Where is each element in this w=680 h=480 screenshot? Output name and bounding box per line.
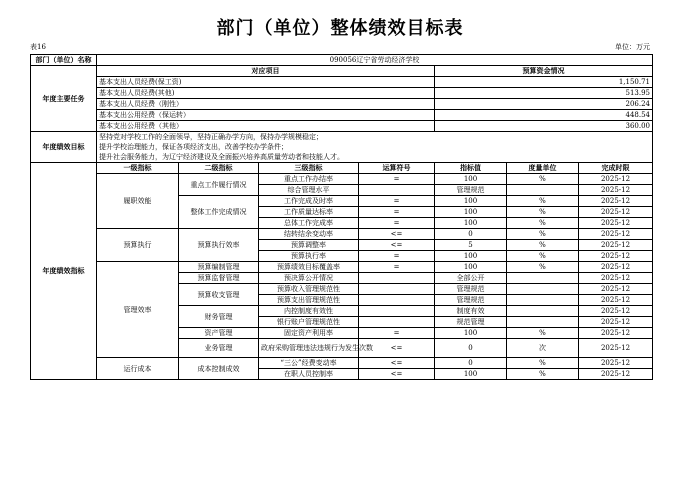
measure-unit [507,284,579,295]
level2-indicator: 财务管理 [179,306,259,328]
deadline: 2025-12 [579,196,653,207]
dept-row [31,55,653,66]
indicator-value: 制度有效 [435,306,507,317]
task-header-budget: 预算资金情况 [435,66,653,77]
task-amount: 206.24 [435,99,653,110]
measure-unit: % [507,240,579,251]
measure-unit: % [507,369,579,380]
indicator-header: 三级指标 [259,163,359,174]
indicator-value: 100 [435,328,507,339]
goal-text [97,132,653,163]
operator: <= [359,229,435,240]
level3-indicator: 内控制度有效性 [259,306,359,317]
level3-indicator: 在职人员控制率 [259,369,359,380]
indicator-value: 0 [435,229,507,240]
task-row [31,77,653,88]
level3-indicator: 重点工作办结率 [259,174,359,185]
indicator-value: 100 [435,251,507,262]
indicator-row [31,262,653,273]
measure-unit [507,185,579,196]
level2-indicator: 预算执行效率 [179,229,259,262]
indicator-value: 100 [435,262,507,273]
goal-label: 年度绩效目标 [31,132,97,163]
task-row [31,88,653,99]
level1-indicator: 预算执行 [97,229,179,262]
measure-unit: % [507,358,579,369]
indicator-value: 规范管理 [435,317,507,328]
level3-indicator: 预算调整率 [259,240,359,251]
operator: <= [359,339,435,358]
measure-unit [507,306,579,317]
indicator-value: 0 [435,358,507,369]
level2-indicator: 预算编制管理 [179,262,259,273]
task-name: 基本支出人员经费（刚性） [97,99,435,110]
level3-indicator: 工作完成及时率 [259,196,359,207]
goal-line: 提升学校治理能力，保证各项经济支出，改善学校办学条件； [99,143,288,151]
level3-indicator: 预算绩效目标覆盖率 [259,262,359,273]
operator: <= [359,358,435,369]
indicator-value: 100 [435,369,507,380]
task-header-row [31,66,653,77]
unit-label: 单位：万元 [615,43,650,51]
measure-unit: % [507,229,579,240]
indicator-header-row [31,163,653,174]
level3-indicator: 结转结余变动率 [259,229,359,240]
indicator-value: 100 [435,174,507,185]
operator: = [359,218,435,229]
measure-unit: % [507,328,579,339]
indicator-value: 5 [435,240,507,251]
table-number: 表16 [30,43,46,51]
measure-unit: % [507,218,579,229]
measure-unit: % [507,174,579,185]
deadline: 2025-12 [579,369,653,380]
level3-indicator: 总体工作完成率 [259,218,359,229]
level3-indicator: 固定资产利用率 [259,328,359,339]
operator: = [359,262,435,273]
indicator-row [31,229,653,240]
deadline: 2025-12 [579,358,653,369]
level2-indicator: 成本控制成效 [179,358,259,380]
operator: = [359,328,435,339]
indicator-value: 0 [435,339,507,358]
operator: = [359,207,435,218]
indicator-value: 100 [435,207,507,218]
operator [359,185,435,196]
level3-indicator: 预决算公开情况 [259,273,359,284]
indicator-value: 管理规范 [435,284,507,295]
indicator-row [31,358,653,369]
deadline: 2025-12 [579,295,653,306]
measure-unit: % [507,196,579,207]
measure-unit [507,273,579,284]
level2-indicator: 预算收支管理 [179,284,259,306]
deadline: 2025-12 [579,317,653,328]
operator [359,273,435,284]
task-row [31,99,653,110]
operator [359,295,435,306]
level2-indicator: 重点工作履行情况 [179,174,259,196]
task-name: 基本支出人员经费(其他) [97,88,435,99]
level2-indicator: 业务管理 [179,339,259,358]
indicator-section-label: 年度绩效指标 [31,163,97,380]
level3-indicator: 预算执行率 [259,251,359,262]
measure-unit: % [507,207,579,218]
task-amount: 1,150.71 [435,77,653,88]
task-name: 基本支出人员经费(保工资) [97,77,435,88]
operator: = [359,196,435,207]
deadline: 2025-12 [579,251,653,262]
deadline: 2025-12 [579,174,653,185]
indicator-value: 全部公开 [435,273,507,284]
indicator-value: 管理规范 [435,185,507,196]
deadline: 2025-12 [579,262,653,273]
level2-indicator: 资产管理 [179,328,259,339]
operator: <= [359,369,435,380]
indicator-value: 100 [435,218,507,229]
level1-indicator: 履职效能 [97,174,179,229]
indicator-header: 运算符号 [359,163,435,174]
indicator-header: 二级指标 [179,163,259,174]
measure-unit [507,317,579,328]
operator: = [359,174,435,185]
deadline: 2025-12 [579,284,653,295]
operator [359,306,435,317]
dept-name: 090056辽宁省劳动经济学校 [97,55,653,66]
operator [359,284,435,295]
operator [359,317,435,328]
performance-table [30,54,653,380]
measure-unit: % [507,251,579,262]
indicator-header: 完成时限 [579,163,653,174]
goal-line: 提升社会服务能力，为辽宁经济建设及全面振兴培养高质量劳动者和技能人才。 [99,153,344,161]
indicator-header: 度量单位 [507,163,579,174]
task-amount: 448.54 [435,110,653,121]
deadline: 2025-12 [579,306,653,317]
deadline: 2025-12 [579,328,653,339]
level1-indicator: 管理效率 [97,262,179,358]
goal-line: 坚持党对学校工作的全面领导，坚持正确办学方向，保持办学规模稳定； [99,133,323,141]
measure-unit: % [507,262,579,273]
operator: = [359,251,435,262]
task-amount: 513.95 [435,88,653,99]
task-header-item: 对应项目 [97,66,435,77]
task-name: 基本支出公用经费（保运转） [97,110,435,121]
level3-indicator: “三公”经费变动率 [259,358,359,369]
indicator-value: 100 [435,196,507,207]
indicator-row [31,174,653,185]
measure-unit: 次 [507,339,579,358]
level1-indicator: 运行成本 [97,358,179,380]
level2-indicator: 预算监督管理 [179,273,259,284]
page-title: 部门（单位）整体绩效目标表 [216,18,464,39]
level3-indicator: 预算收入管理规范性 [259,284,359,295]
level3-indicator: 预算支出管理规范性 [259,295,359,306]
indicator-header: 一级指标 [97,163,179,174]
goal-row [31,132,653,163]
deadline: 2025-12 [579,339,653,358]
deadline: 2025-12 [579,273,653,284]
operator: <= [359,240,435,251]
level3-indicator: 政府采购管理违法违规行为发生次数 [259,339,359,358]
task-amount: 360.00 [435,121,653,132]
deadline: 2025-12 [579,207,653,218]
measure-unit [507,295,579,306]
task-name: 基本支出公用经费（其他） [97,121,435,132]
level2-indicator: 整体工作完成情况 [179,196,259,229]
task-section-label: 年度主要任务 [31,66,97,132]
level3-indicator: 银行账户管理规范性 [259,317,359,328]
indicator-header: 指标值 [435,163,507,174]
dept-label: 部门（单位）名称 [31,55,97,66]
deadline: 2025-12 [579,229,653,240]
deadline: 2025-12 [579,218,653,229]
deadline: 2025-12 [579,185,653,196]
level3-indicator: 综合管理水平 [259,185,359,196]
task-row [31,110,653,121]
level3-indicator: 工作质量达标率 [259,207,359,218]
task-row [31,121,653,132]
deadline: 2025-12 [579,240,653,251]
indicator-value: 管理规范 [435,295,507,306]
